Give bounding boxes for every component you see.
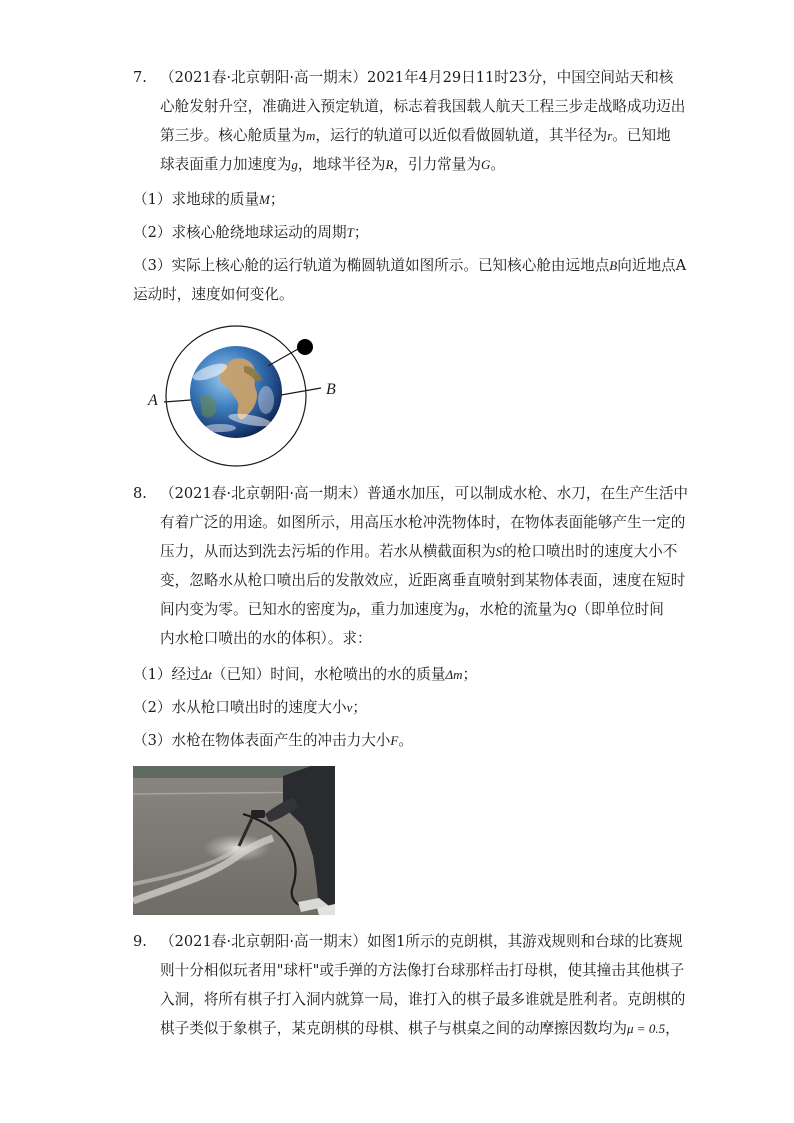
question-text-line: （2021春·北京朝阳·高一期末）普通水加压，可以制成水枪、水刀，在生产生活中 [160, 485, 689, 502]
variable-M: M [259, 192, 270, 207]
question-number: 9. [133, 933, 147, 950]
sub-question-3: （3）实际上核心舱的运行轨道为椭圆轨道如图所示。已知核心舱由远地点B向近地点A [133, 257, 687, 274]
variable-v: v [346, 700, 353, 715]
question-text-line: 心舱发射升空，准确进入预定轨道，标志着我国载人航天工程三步走战略成功迈出 [160, 98, 686, 115]
question-text-line: 球表面重力加速度为g，地球半径为R，引力常量为G。 [160, 156, 505, 173]
variable-g: g [291, 157, 298, 172]
question-number: 8. [133, 485, 147, 502]
question-text-line: 压力，从而达到洗去污垢的作用。若水从横截面积为S的枪口喷出时的速度大小不 [160, 543, 678, 560]
question-text-line: 变，忽略水从枪口喷出后的发散效应，近距离垂直喷射到某物体表面，速度在短时 [160, 572, 686, 589]
variable-dm: Δm [445, 667, 463, 682]
sub-question-1: （1）经过Δt（已知）时间，水枪喷出的水的质量Δm； [133, 666, 478, 683]
question-text-line: （2021春·北京朝阳·高一期末）2021年4月29日11时23分，中国空间站天和核 [160, 69, 674, 86]
sub-question-3-cont: 运动时，速度如何变化。 [133, 286, 294, 303]
question-text-line: 间内变为零。已知水的密度为ρ，重力加速度为g，水枪的流量为Q（即单位时间 [160, 601, 664, 618]
sub-question-1: （1）求地球的质量M； [133, 191, 285, 208]
line-to-A [164, 400, 191, 402]
variable-r: r [607, 128, 613, 143]
sub-question-2: （2）求核心舱绕地球运动的周期T； [133, 224, 369, 241]
question-text-line: 棋子类似于象棋子，某克朗棋的母棋、棋子与棋桌之间的动摩擦因数均为μ = 0.5， [160, 1020, 680, 1037]
spacecraft-dot [297, 339, 313, 355]
question-text-line: 第三步。核心舱质量为m，运行的轨道可以近似看做圆轨道，其半径为r。已知地 [160, 127, 671, 144]
orbit-figure [140, 320, 360, 480]
variable-T: T [346, 225, 354, 240]
question-text-line: 则十分相似玩者用"球杆"或手弹的方法像打台球那样击打母棋，使其撞击其他棋子 [160, 962, 685, 979]
earth-icon [190, 346, 282, 438]
variable-mu: μ = 0.5 [627, 1021, 666, 1036]
line-to-spacecraft [268, 349, 298, 366]
question-text-line: 入洞，将所有棋子打入洞内就算一局，谁打入的棋子最多谁就是胜利者。克朗棋的 [160, 991, 686, 1008]
label-A: A [148, 392, 158, 409]
question-text-line: 有着广泛的用途。如图所示，用高压水枪冲洗物体时，在物体表面能够产生一定的 [160, 514, 686, 531]
variable-F: F [390, 733, 399, 748]
question-number: 7. [133, 69, 147, 86]
variable-B: B [609, 258, 618, 273]
line-to-B [281, 388, 321, 395]
sub-question-3: （3）水枪在物体表面产生的冲击力大小F。 [133, 732, 413, 749]
variable-Q: Q [566, 602, 577, 617]
question-text-line: （2021春·北京朝阳·高一期末）如图1所示的克朗棋，其游戏规则和台球的比赛规 [160, 933, 683, 950]
variable-S: S [495, 544, 503, 559]
variable-G: G [480, 157, 491, 172]
variable-rho: ρ [349, 602, 356, 617]
question-text-line: 内水枪口喷出的水的体积）。求： [160, 630, 372, 647]
label-B: B [326, 381, 336, 398]
variable-g: g [458, 602, 465, 617]
sub-question-2: （2）水从枪口喷出时的速度大小v； [133, 699, 367, 716]
variable-dt: Δt [200, 667, 212, 682]
water-gun-photo [133, 766, 335, 915]
variable-m: m [305, 128, 316, 143]
variable-R: R [385, 157, 394, 172]
